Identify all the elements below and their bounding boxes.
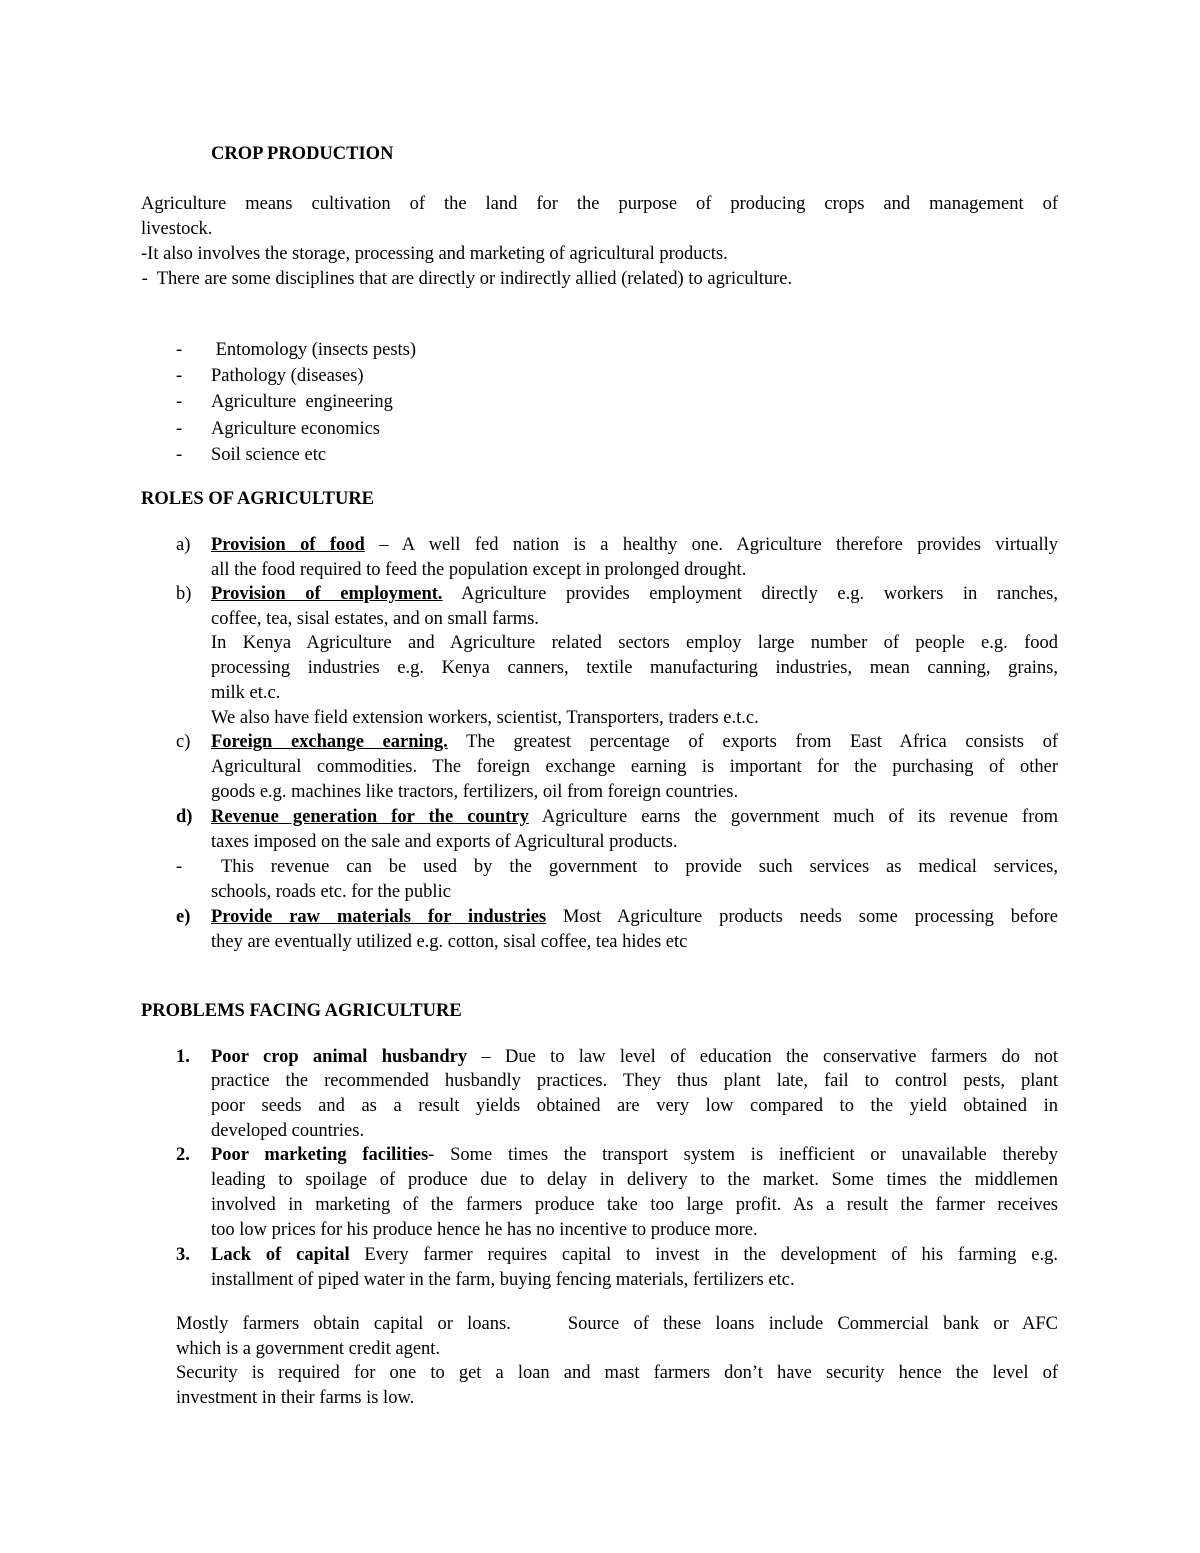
problem-3-line-1 (211, 1243, 1058, 1267)
role-b-text: Agriculture provides employment directly e.g. workers in ranches, (442, 584, 1058, 604)
role-d-line-4: schools, roads etc. for the public (211, 882, 451, 902)
role-b-line-3: In Kenya Agriculture and Agriculture related sectors employ large number of people e.g. food (211, 633, 1058, 653)
role-e-line-2: they are eventually utilized e.g. cotton, sisal coffee, tea hides etc (211, 932, 688, 952)
list-item: Soil science etc (211, 445, 327, 465)
problem-1-text: – Due to law level of education the conservative farmers do not (467, 1047, 1058, 1067)
closing-line-4: investment in their farms is low. (176, 1388, 415, 1408)
problems-heading: PROBLEMS FACING AGRICULTURE (141, 1001, 462, 1021)
problem-2-line-3: involved in marketing of the farmers produce take too large profit. As a result the farmer receives (211, 1195, 1058, 1215)
problem-1-line-3: poor seeds and as a result yields obtained are very low compared to the yield obtained in (211, 1096, 1058, 1116)
problem-1-line-4: developed countries. (211, 1121, 365, 1141)
role-b-line-1 (211, 582, 1058, 606)
list-item: Entomology (insects pests) (211, 340, 417, 360)
intro-line-3: -It also involves the storage, processing and marketing of agricultural products. (141, 244, 728, 264)
role-e-title: Provide raw materials for industries (211, 907, 547, 927)
intro-line-4: - There are some disciplines that are directly or indirectly allied (related) to agriculture. (137, 269, 793, 289)
role-b-line-6: We also have field extension workers, scientist, Transporters, traders e.t.c. (211, 708, 759, 728)
problem-1-line-2: practice the recommended husbandly practices. They thus plant late, fail to control pests, plant (211, 1071, 1058, 1091)
closing-line-3: Security is required for one to get a loan and mast farmers don’t have security hence the level of (176, 1363, 1058, 1383)
role-b-title: Provision of employment. (211, 584, 443, 604)
role-marker-c: c) (176, 732, 191, 752)
problem-2-line-2: leading to spoilage of produce due to delay in delivery to the market. Some times the middlemen (211, 1170, 1058, 1190)
problem-marker-1: 1. (176, 1047, 190, 1067)
role-a-line-1 (211, 533, 1058, 557)
role-marker-e: e) (176, 907, 191, 927)
role-c-line-2: Agricultural commodities. The foreign exchange earning is important for the purchasing of other (211, 757, 1058, 777)
closing-line-2: which is a government credit agent. (176, 1339, 441, 1359)
list-marker: - (176, 419, 183, 439)
role-marker-d: d) (176, 807, 193, 827)
role-d-line-3: This revenue can be used by the government to provide such services as medical services, (221, 857, 1058, 877)
problem-2-title: Poor marketing facilities (211, 1145, 429, 1165)
role-d-text: Agriculture earns the government much of its revenue from (528, 807, 1058, 827)
role-a-text: – A well fed nation is a healthy one. Agriculture therefore provides virtually (364, 535, 1058, 555)
problem-2-line-4: too low prices for his produce hence he has no incentive to produce more. (211, 1220, 758, 1240)
list-marker: - (176, 392, 183, 412)
role-e-text: Most Agriculture products needs some processing before (546, 907, 1058, 927)
role-c-line-1 (211, 730, 1058, 754)
problem-marker-2: 2. (176, 1145, 190, 1165)
problem-3-line-2: installment of piped water in the farm, buying fencing materials, fertilizers etc. (211, 1270, 795, 1290)
role-a-title: Provision of food (211, 535, 365, 555)
role-a-line-2: all the food required to feed the population except in prolonged drought. (211, 560, 747, 580)
intro-line-2: livestock. (141, 219, 213, 239)
list-item: Agriculture economics (211, 419, 381, 439)
role-e-line-1 (211, 905, 1058, 929)
list-item: Agriculture engineering (211, 392, 393, 412)
role-marker-a: a) (176, 535, 191, 555)
role-b-line-5: milk et.c. (211, 683, 281, 703)
list-marker: - (176, 366, 183, 386)
problem-1-title: Poor crop animal husbandry (211, 1047, 468, 1067)
problem-3-title: Lack of capital (211, 1245, 350, 1265)
role-marker-b: b) (176, 584, 192, 604)
role-d-line-1 (211, 805, 1058, 829)
role-c-title: Foreign exchange earning. (211, 732, 448, 752)
problem-3-text: Every farmer requires capital to invest in the development of his farming e.g. (349, 1245, 1058, 1265)
problem-2-text: - Some times the transport system is inefficient or unavailable thereby (428, 1145, 1058, 1165)
role-b-line-4: processing industries e.g. Kenya canners, textile manufacturing industries, mean canning, grains, (211, 658, 1058, 678)
role-c-line-3: goods e.g. machines like tractors, fertilizers, oil from foreign countries. (211, 782, 739, 802)
role-d-dash: - (176, 857, 183, 877)
list-marker: - (176, 445, 183, 465)
list-marker: - (176, 340, 183, 360)
problem-marker-3: 3. (176, 1245, 190, 1265)
role-b-line-2: coffee, tea, sisal estates, and on small farms. (211, 609, 539, 629)
closing-line-1: Mostly farmers obtain capital or loans. Source of these loans include Commercial bank or AFC (176, 1314, 1058, 1334)
roles-heading: ROLES OF AGRICULTURE (141, 489, 375, 509)
intro-line-1: Agriculture means cultivation of the land for the purpose of producing crops and management of (141, 194, 1058, 214)
list-item: Pathology (diseases) (211, 366, 364, 386)
problem-1-line-1 (211, 1045, 1058, 1069)
role-d-line-2: taxes imposed on the sale and exports of Agricultural products. (211, 832, 678, 852)
role-c-text: The greatest percentage of exports from East Africa consists of (447, 732, 1058, 752)
page-title: CROP PRODUCTION (211, 144, 394, 164)
problem-2-line-1 (211, 1143, 1058, 1167)
role-d-title: Revenue generation for the country (211, 807, 529, 827)
